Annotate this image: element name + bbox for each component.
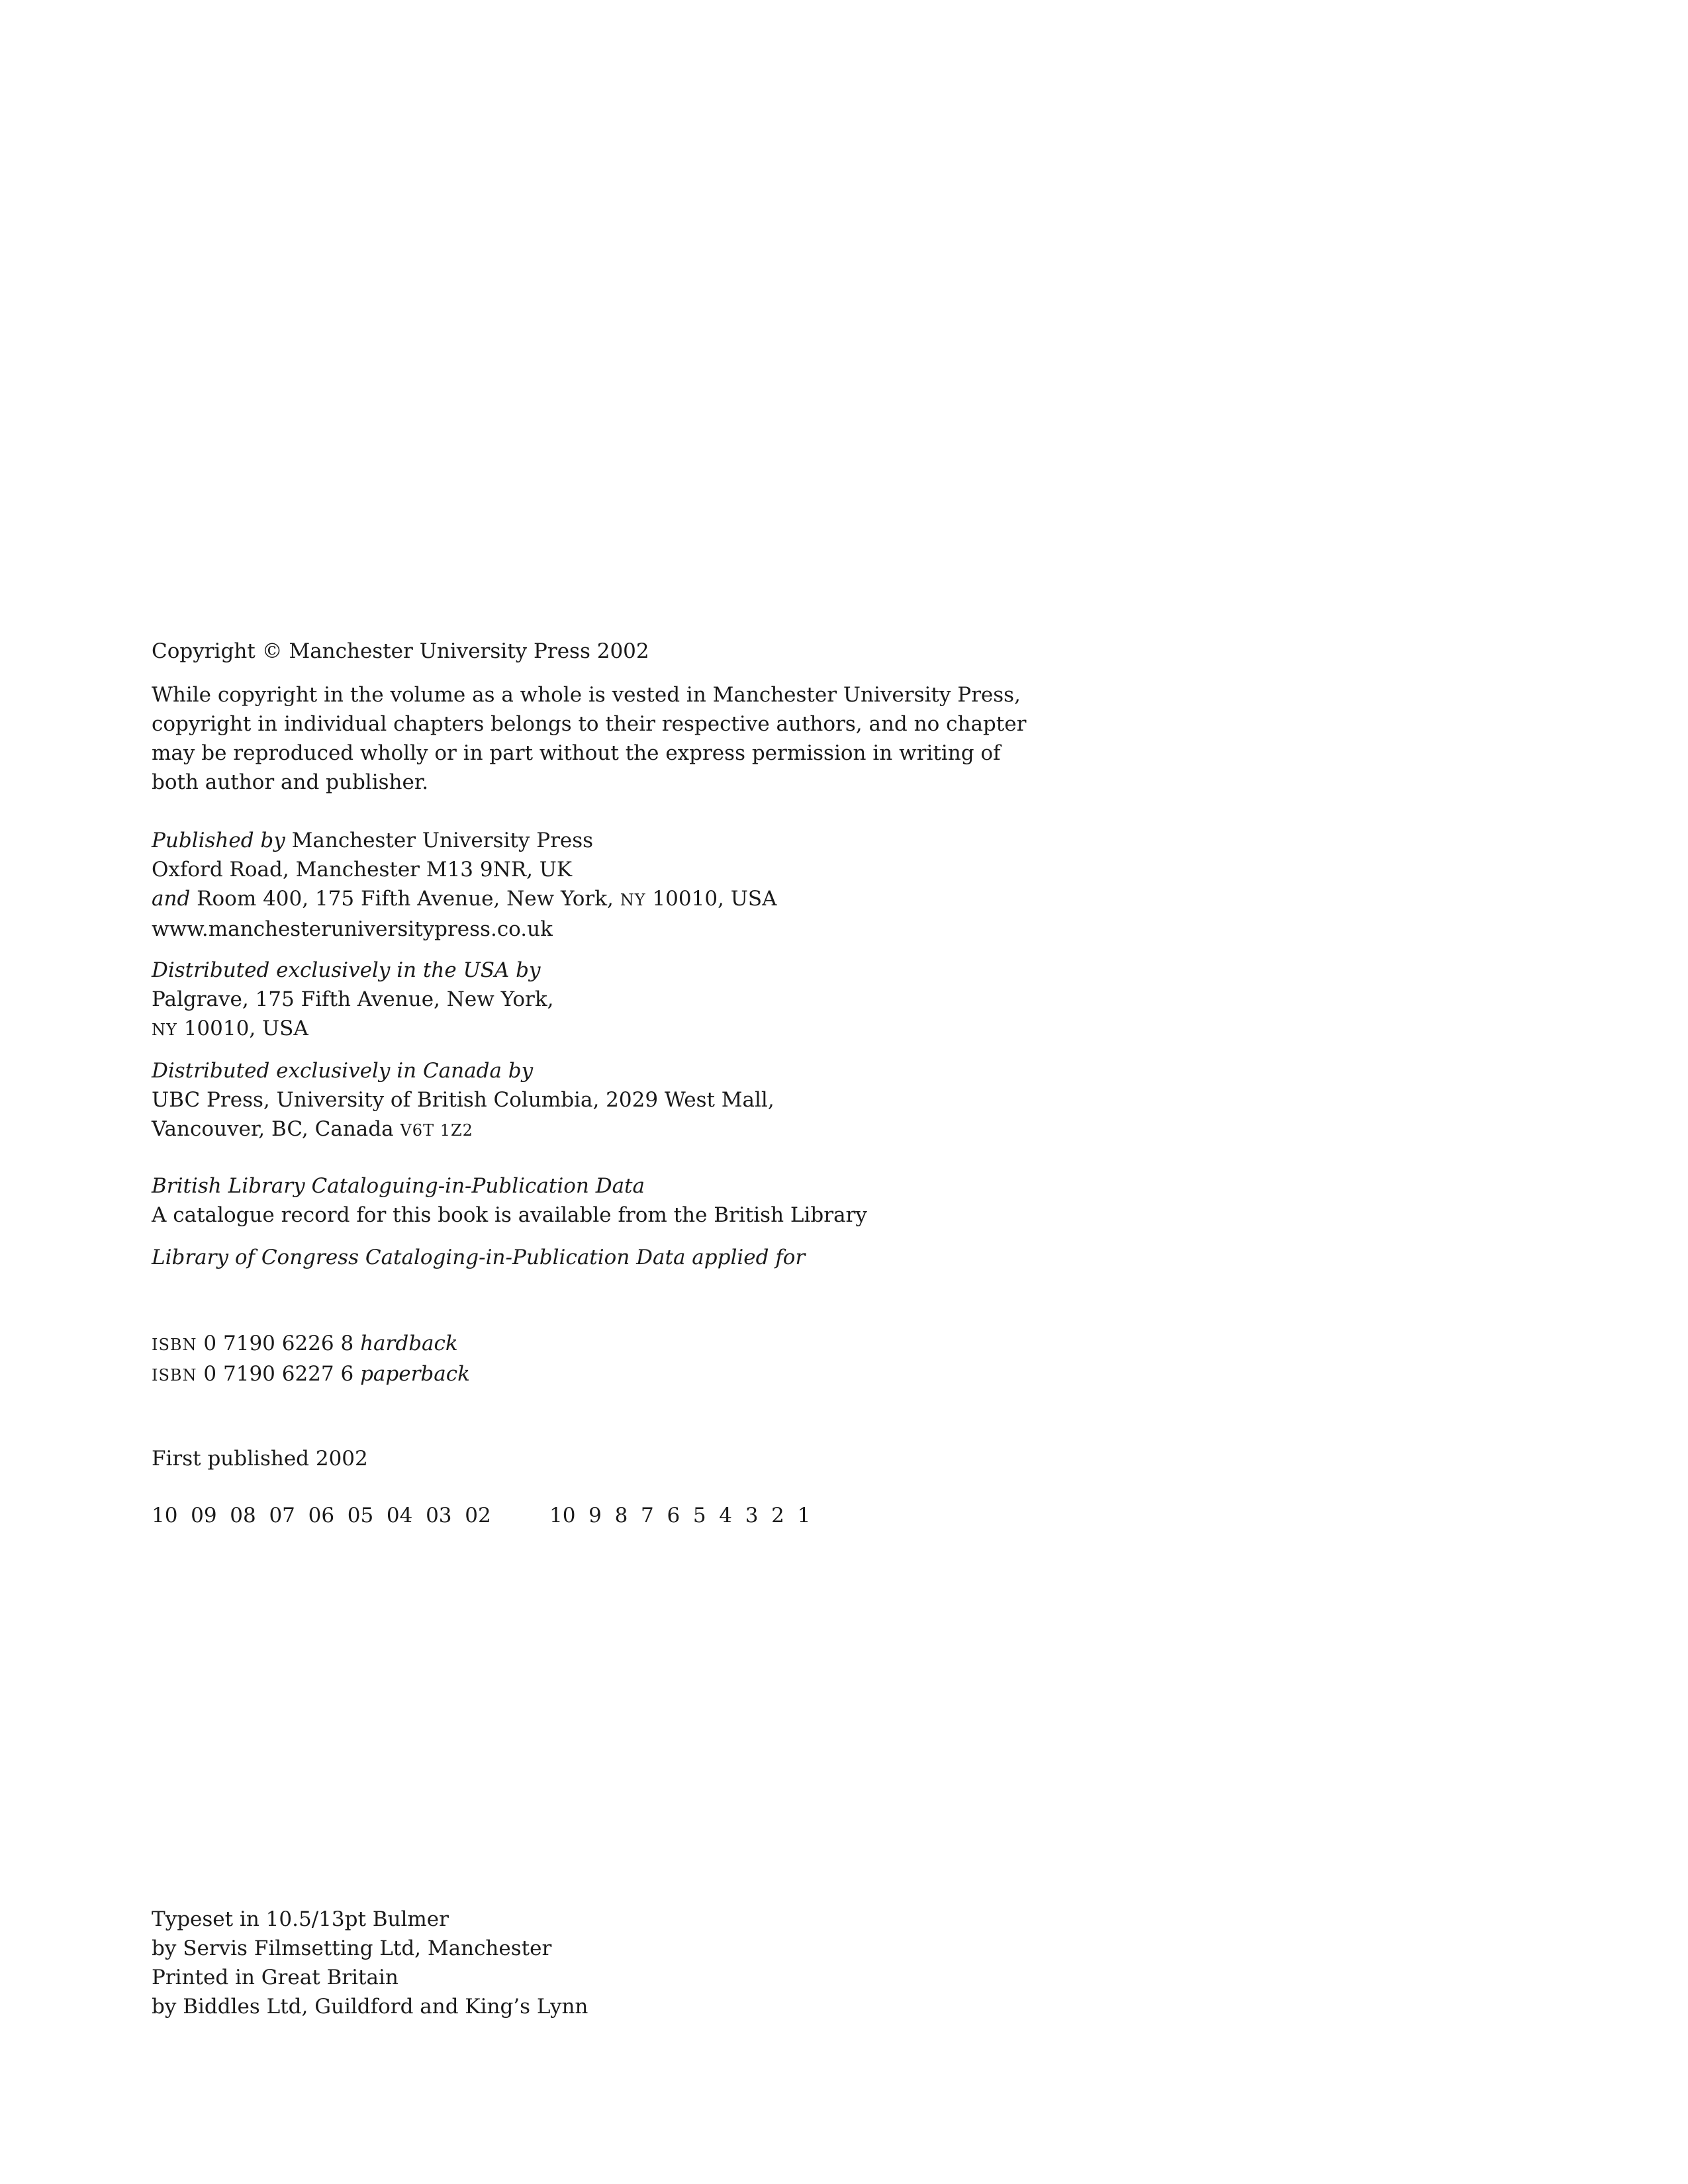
publisher-address-2: [152, 884, 1145, 915]
isbn-paperback: [152, 1359, 1145, 1390]
british-cataloguing-label: British Library Cataloguing-in-Publication Data: [152, 1174, 645, 1198]
british-cataloguing-section: [152, 1171, 1145, 1230]
publisher-address-2-pre: Room 400, 175 Fifth Avenue, New York,: [190, 887, 620, 911]
copyright-section: [152, 637, 1145, 666]
isbn-prefix: ISBN: [152, 1336, 197, 1354]
isbn-hardback: [152, 1329, 1145, 1359]
isbn-format: hardback: [360, 1332, 458, 1355]
usa-distribution-line-1: Palgrave, 175 Fifth Avenue, New York,: [152, 987, 554, 1011]
isbn-number: 0 7190 6226 8: [197, 1332, 361, 1355]
publisher-address-2-post: 10010, USA: [645, 887, 777, 911]
canada-distribution-line-2-pre: Vancouver, BC, Canada: [152, 1117, 400, 1141]
typesetting-line-1: Typeset in 10.5/13pt Bulmer: [152, 1907, 449, 1931]
print-run: 10 9 8 7 6 5 4 3 2 1: [549, 1504, 811, 1527]
publisher-address-2-state: NY: [620, 891, 646, 909]
congress-cataloguing-section: [152, 1243, 1145, 1272]
canada-distribution-line-2: [152, 1115, 1145, 1145]
canada-distribution-label: Distributed exclusively in Canada by: [152, 1059, 534, 1083]
usa-distribution-label: Distributed exclusively in the USA by: [152, 958, 541, 982]
published-by-label: Published by: [152, 829, 285, 852]
first-published-section: [152, 1444, 1145, 1473]
typesetting-line-2: by Servis Filmsetting Ltd, Manchester: [152, 1936, 552, 1960]
usa-distribution-line-2-post: 10010, USA: [177, 1017, 308, 1040]
canada-distribution-section: [152, 1056, 1145, 1145]
typesetting-line-3: Printed in Great Britain: [152, 1966, 399, 1989]
first-published-line: First published 2002: [152, 1447, 368, 1471]
copyright-paragraph-line-1: While copyright in the volume as a whole is vested in Manchester University Press,: [152, 683, 1021, 707]
isbn-prefix: ISBN: [152, 1366, 197, 1385]
typesetting-section: [152, 1905, 1145, 2021]
publisher-line: [152, 826, 1145, 855]
print-years: 10 09 08 07 06 05 04 03 02: [152, 1504, 491, 1527]
publisher-address-1: Oxford Road, Manchester M13 9NR, UK: [152, 858, 573, 882]
copyright-paragraph-line-2: copyright in individual chapters belongs to their respective authors, and no chapter: [152, 712, 1027, 736]
copyright-line: Copyright © Manchester University Press 2002: [152, 639, 649, 663]
canada-distribution-line-1: UBC Press, University of British Columbia, 2029 West Mall,: [152, 1088, 774, 1112]
isbn-number: 0 7190 6227 6: [197, 1362, 361, 1386]
typesetting-line-4: by Biddles Ltd, Guildford and King’s Lynn: [152, 1995, 588, 2019]
congress-cataloguing-label: Library of Congress Cataloging-in-Publication Data applied for: [152, 1246, 806, 1269]
isbn-format: paperback: [360, 1362, 470, 1386]
usa-distribution-section: [152, 956, 1145, 1044]
canada-postal-code: V6T 1Z2: [400, 1121, 473, 1140]
and-label: and: [152, 887, 191, 911]
copyright-paragraph: [152, 680, 1145, 797]
publisher-section: [152, 826, 1145, 944]
british-cataloguing-text: A catalogue record for this book is available from the British Library: [152, 1203, 867, 1227]
usa-distribution-line-2: [152, 1014, 1145, 1044]
publisher-website: www.manchesteruniversitypress.co.uk: [152, 917, 553, 941]
usa-distribution-state: NY: [152, 1021, 177, 1039]
publisher-name: Manchester University Press: [285, 829, 594, 852]
copyright-paragraph-line-3: may be reproduced wholly or in part without the express permission in writing of: [152, 741, 1001, 765]
copyright-paragraph-line-4: both author and publisher.: [152, 770, 429, 794]
isbn-section: [152, 1329, 1145, 1390]
